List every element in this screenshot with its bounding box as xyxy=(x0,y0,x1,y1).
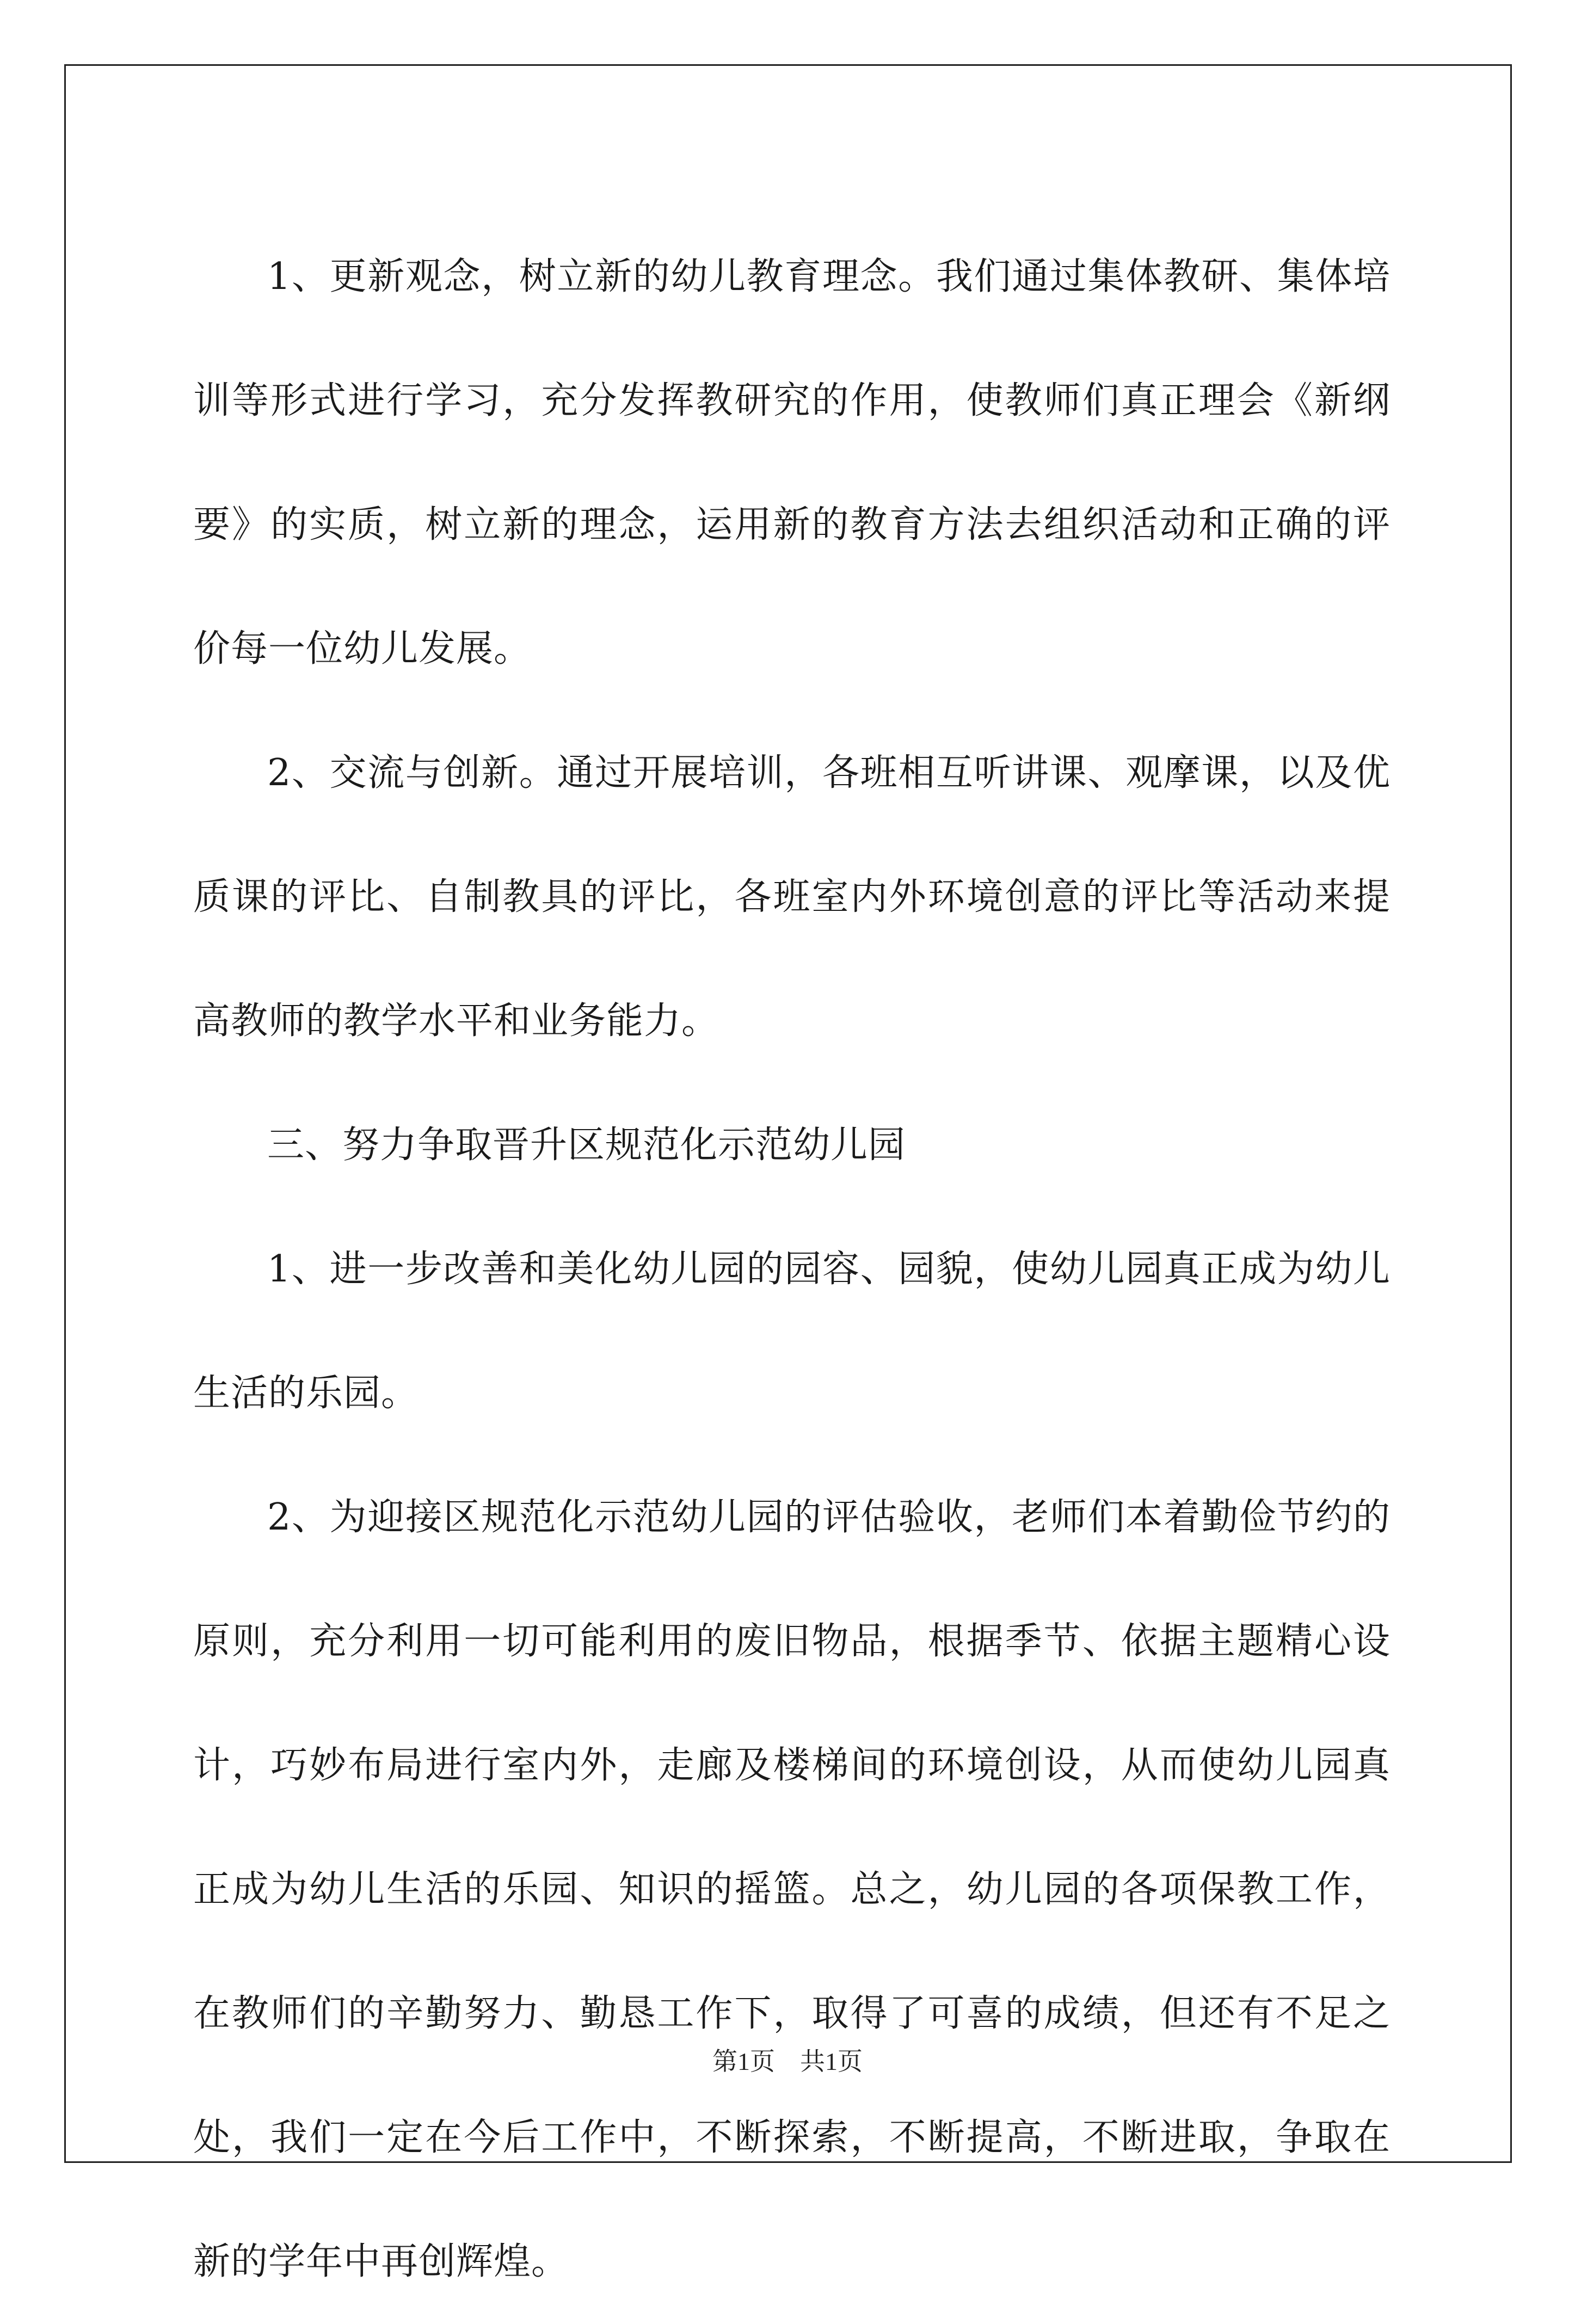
document-body xyxy=(193,215,1391,2324)
paragraph-improve-campus: 1、进一步改善和美化幼儿园的园容、园貌，使幼儿园真正成为幼儿生活的乐园。 xyxy=(193,1248,1391,1415)
page-footer: 第1页 共1页 xyxy=(712,2048,863,2075)
paragraph-exchange-innovation: 2、交流与创新。通过开展培训，各班相互听讲课、观摩课，以及优质课的评比、自制教具的评比，各班室内外环境创意的评比等活动来提高教师的教学水平和业务能力。 xyxy=(193,751,1391,1043)
paragraph-evaluation-summary: 2、为迎接区规范化示范幼儿园的评估验收，老师们本着勤俭节约的原则，充分利用一切可能利用的废旧物品，根据季节、依据主题精心设计，巧妙布局进行室内外，走廊及楼梯间的环境创设，从而使幼儿园真正成为幼儿生活的乐园、知识的摇篮。总之，幼儿园的各项保教工作，在教师们的辛勤努力、勤恳工作下，取得了可喜的成绩，但还有不足之处，我们一定在今后工作中，不断探索，不断提高，不断进取，争取在新的学年中再创辉煌。 xyxy=(193,1496,1391,2283)
paragraph-update-concepts: 1、更新观念，树立新的幼儿教育理念。我们通过集体教研、集体培训等形式进行学习，充分发挥教研究的作用，使教师们真正理会《新纲要》的实质，树立新的理念，运用新的教育方法去组织活动和正确的评价每一位幼儿发展。 xyxy=(193,255,1391,670)
section-heading-demonstration-kindergarten: 三、努力争取晋升区规范化示范幼儿园 xyxy=(267,1124,906,1167)
